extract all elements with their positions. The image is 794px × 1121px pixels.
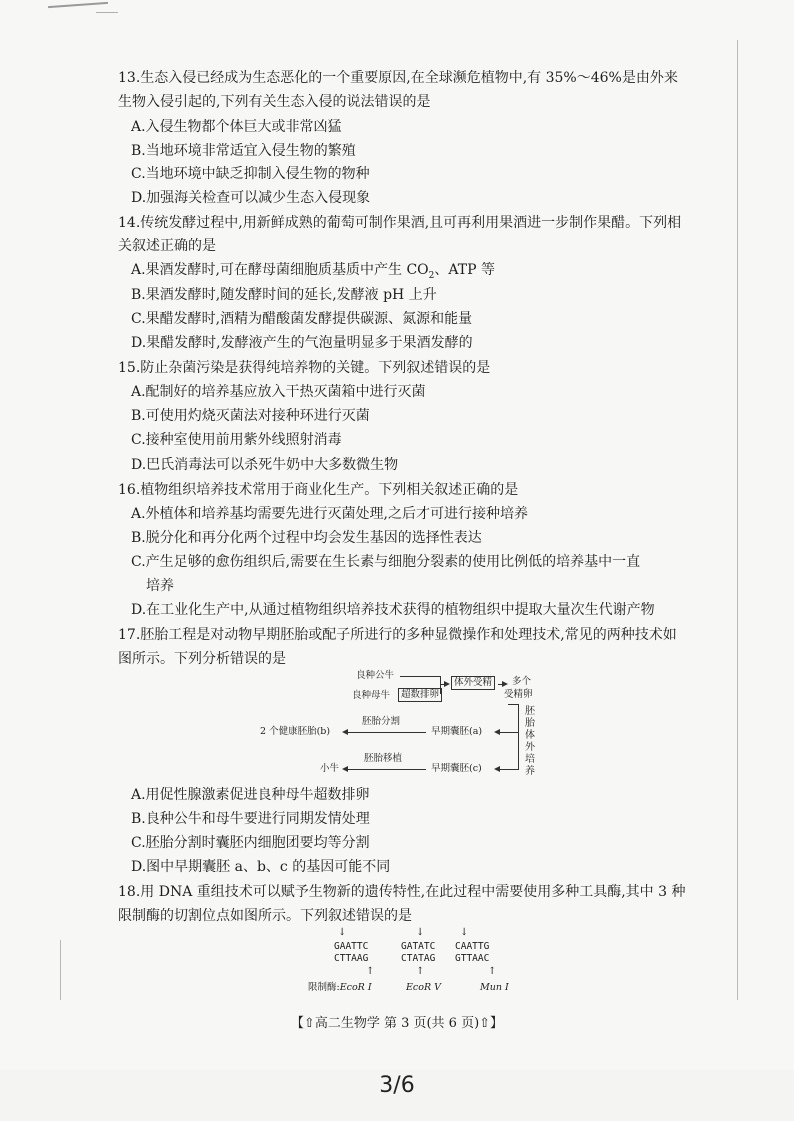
q17-option-b: B.良种公牛和母牛要进行同期发情处理 [131,811,370,827]
ecori-seq-top: GAATTC [334,941,369,952]
page-edge [737,40,738,1000]
diagram-splitting-label: 胚胎分割 [362,716,401,727]
enzyme-label-prefix: 限制酶: [308,982,340,993]
muni-seq-top: CAATTG [455,941,490,952]
diagram-culture-char: 胚 [525,706,535,717]
diagram-arrowhead [342,766,348,772]
q14-stem-line1: 14.传统发酵过程中,用新鲜成熟的葡萄可制作果酒,且可再利用果酒进一步制作果醋。下列相 [118,215,682,231]
diagram-healthy-embryos: 2 个健康胚胎(b) [260,726,331,737]
subscript: 2 [428,270,435,281]
diagram-blastocyst-c: 早期囊胚(c) [431,763,482,774]
page-footer: 【⇧高二生物学 第 3 页(共 6 页)⇧】 [290,1016,504,1031]
cut-arrow-down-icon: ↓ [460,927,469,938]
enzyme-ecorv-name: EcoR Ⅴ [406,982,442,993]
q16-option-a: A.外植体和培养基均需要先进行灭菌处理,之后才可进行接种培养 [131,506,529,522]
diagram-arrowhead [342,729,348,735]
diagram-ivf-box: 体外受精 [451,676,495,690]
diagram-arrowhead [444,681,450,687]
cut-arrow-down-icon: ↓ [338,927,347,938]
diagram-line [500,732,518,733]
q14-option-c: C.果醋发酵时,酒精为醋酸菌发酵提供碳源、氮源和能量 [131,311,473,327]
q16-option-d: D.在工业化生产中,从通过植物组织培养技术获得的植物组织中提取大量次生代谢产物 [131,602,655,618]
q15-option-c: C.接种室使用前用紫外线照射消毒 [131,432,342,448]
diagram-line [348,732,426,733]
diagram-culture-char: 胎 [525,718,535,729]
enzyme-muni-name: Mun Ⅰ [480,982,509,993]
diagram-transfer-label: 胚胎移植 [364,753,403,764]
q18-stem-line2: 限制酶的切割位点如图所示。下列叙述错误的是 [118,908,412,924]
diagram-culture-char: 外 [525,742,535,753]
q13-option-d: D.加强海关检查可以减少生态入侵现象 [131,190,371,206]
q16-option-c-line2: 培养 [146,578,174,594]
q15-option-a: A.配制好的培养基应放入干热灭菌箱中进行灭菌 [131,384,426,400]
diagram-arrowhead [494,729,500,735]
q16-stem: 16.植物组织培养技术常用于商业化生产。下列相关叙述正确的是 [118,482,519,498]
diagram-line [508,704,518,705]
q14-stem-line2: 关叙述正确的是 [118,238,216,254]
diagram-bull: 良种公牛 [356,670,395,681]
q17-option-c: C.胚胎分割时囊胚内细胞团要均等分割 [131,835,370,851]
ecorv-seq-bottom: CTATAG [401,953,436,964]
cut-arrow-up-icon: ↑ [488,966,497,977]
q14-option-d: D.果醋发酵时,发酵液产生的气泡量明显多于果酒发酵的 [131,335,473,351]
q17-option-d: D.图中早期囊胚 a、b、c 的基因可能不同 [131,859,391,875]
diagram-calf: 小牛 [320,763,340,774]
enzyme-ecorv-label [406,982,441,994]
q16-option-b: B.脱分化和再分化两个过程中均会发生基因的选择性表达 [131,530,482,546]
diagram-line [400,676,440,677]
cut-arrow-down-icon: ↓ [416,927,425,938]
diagram-arrowhead [494,766,500,772]
ecori-seq-bottom: CTTAAG [334,953,369,964]
q13-option-c: C.当地环境中缺乏抑制入侵生物的物种 [131,166,370,182]
q13-option-a: A.入侵生物都个体巨大或非常凶猛 [131,119,342,135]
diagram-line [348,769,426,770]
diagram-line [518,704,519,770]
cut-arrow-up-icon: ↑ [366,966,375,977]
diagram-culture-label [524,706,536,778]
scan-artifact [96,12,118,13]
ecorv-seq-top: GATATC [401,941,436,952]
diagram-culture-char: 体 [525,730,535,741]
diagram-culture-char: 培 [525,754,535,765]
q17-stem-line2: 图所示。下列分析错误的是 [118,651,286,667]
q14-option-a-text: A.果酒发酵时,可在酵母菌细胞质基质中产生 CO [131,262,429,278]
q14-option-b: B.果酒发酵时,随发酵时间的延长,发酵液 pH 上升 [131,287,437,303]
diagram-culture-char: 养 [525,766,535,777]
q17-stem-line1: 17.胚胎工程是对动物早期胚胎或配子所进行的多种显微操作和处理技术,常见的两种技术如 [118,627,677,643]
diagram-superovulation-box: 超数排卵 [398,688,442,702]
diagram-fertilized-line2: 受精卵 [504,689,533,700]
q15-option-b: B.可使用灼烧灭菌法对接种环进行灭菌 [131,408,370,424]
q15-option-d: D.巴氏消毒法可以杀死牛奶中大多数微生物 [131,457,399,473]
enzyme-ecori-name: EcoR Ⅰ [339,982,372,993]
page-edge [60,940,61,1000]
cut-arrow-up-icon: ↑ [416,966,425,977]
diagram-line [500,769,518,770]
diagram-cow: 良种母牛 [352,690,391,701]
q15-stem: 15.防止杂菌污染是获得纯培养物的关键。下列叙述错误的是 [118,360,491,376]
q14-option-a [131,260,495,286]
diagram-blastocyst-a: 早期囊胚(a) [431,726,483,737]
scan-artifact [48,2,108,8]
q13-stem-line1: 13.生态入侵已经成为生态恶化的一个重要原因,在全球濒危植物中,有 35%～46%是由外来 [118,70,678,86]
page-indicator: 3/6 [379,1073,415,1098]
q17-option-a: A.用促性腺激素促进良种母牛超数排卵 [131,787,370,803]
enzyme-ecori-label [308,982,372,994]
q18-stem-line1: 18.用 DNA 重组技术可以赋予生物新的遗传特性,在此过程中需要使用多种工具酶,其中 3 种 [118,884,686,900]
diagram-line [440,676,441,694]
q16-option-c-line1: C.产生足够的愈伤组织后,需要在生长素与细胞分裂素的使用比例低的培养基中一直 [131,554,641,570]
enzyme-muni-label [480,982,509,994]
diagram-fertilized-line1: 多个 [512,676,532,687]
muni-seq-bottom: GTTAAC [455,953,490,964]
q14-option-a-tail: 、ATP 等 [434,262,495,278]
q13-option-b: B.当地环境非常适宜入侵生物的繁殖 [131,143,356,159]
diagram-arrowhead [502,681,508,687]
q13-stem-line2: 生物入侵引起的,下列有关生态入侵的说法错误的是 [118,94,431,110]
